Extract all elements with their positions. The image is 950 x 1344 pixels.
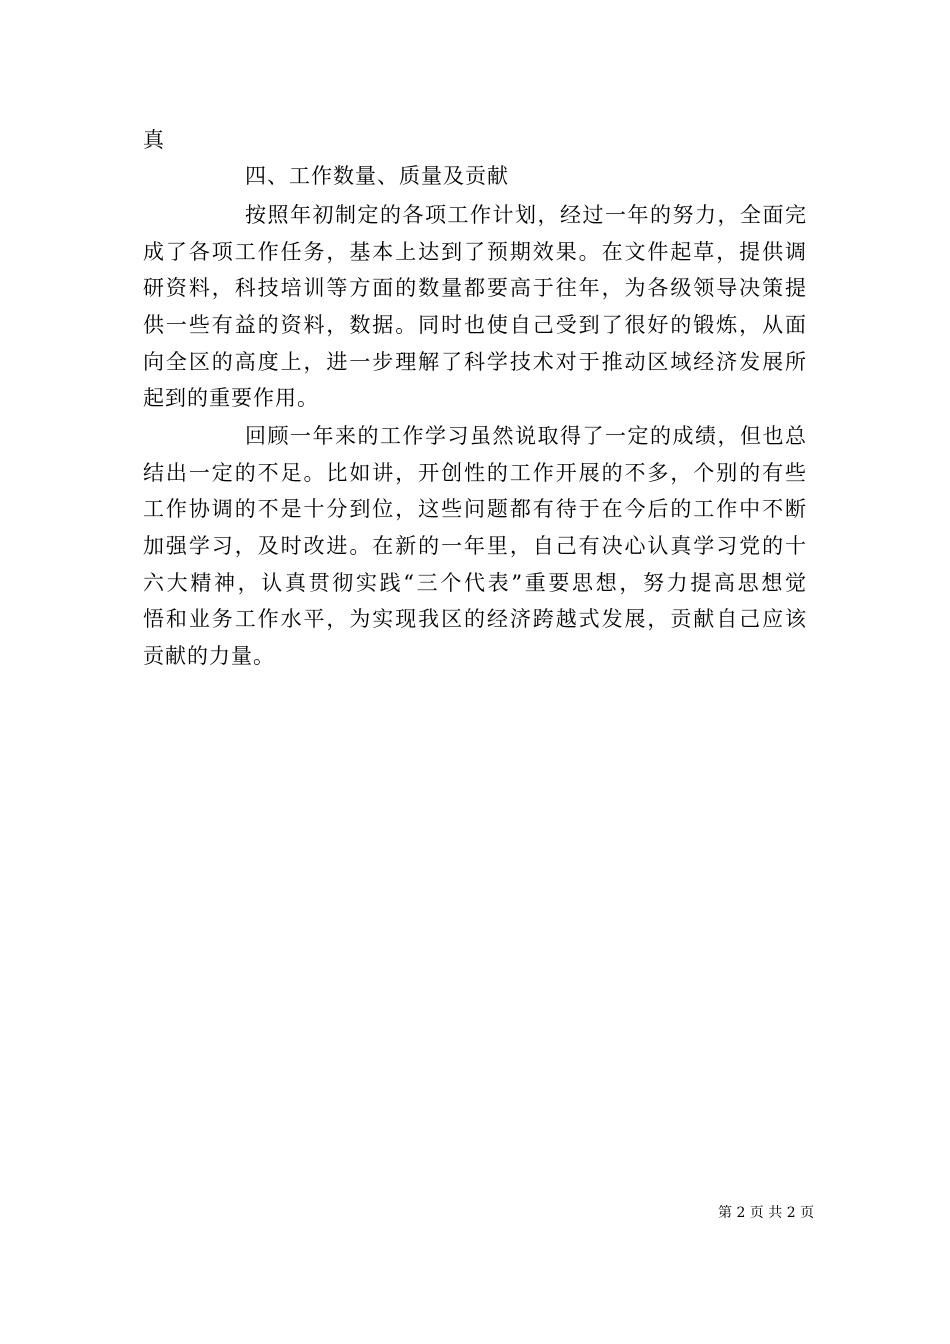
text-line: 加强学习，及时改进。在新的一年里，自己有决心认真学习党的十 (143, 534, 807, 559)
heading-text: 四、工作数量、质量及贡献 (245, 164, 509, 188)
text-line: 悟和业务工作水平，为实现我区的经济跨越式发展，贡献自己应该 (143, 607, 807, 632)
text-line: 工作协调的不是十分到位，这些问题都有待于在今后的工作中不断 (143, 497, 807, 522)
text-line: 六大精神，认真贯彻实践“三个代表”重要思想，努力提高思想觉 (143, 570, 807, 595)
section-heading (245, 158, 805, 195)
paragraph-review (143, 418, 807, 675)
text-line: 贡献的力量。 (143, 644, 275, 669)
text-line: 结出一定的不足。比如讲，开创性的工作开展的不多，个别的有些 (143, 460, 807, 485)
text-line: 成了各项工作任务，基本上达到了预期效果。在文件起草，提供调 (143, 239, 807, 264)
paragraph-work-quantity (143, 197, 807, 417)
page-number-footer: 第 2 页 共 2 页 (718, 1205, 815, 1221)
text-line: 按照年初制定的各项工作计划，经过一年的努力，全面完 (245, 203, 807, 227)
text-line: 供一些有益的资料，数据。同时也使自己受到了很好的锻炼，从面 (143, 313, 807, 338)
text-line: 真 (143, 128, 165, 152)
text-line: 研资料，科技培训等方面的数量都要高于往年，为各级领导决策提 (143, 276, 807, 301)
text-line: 回顾一年来的工作学习虽然说取得了一定的成绩，但也总 (245, 424, 807, 448)
text-line: 向全区的高度上，进一步理解了科学技术对于推动区域经济发展所 (143, 349, 807, 374)
continuation-text (143, 122, 807, 159)
text-line: 起到的重要作用。 (143, 386, 319, 411)
